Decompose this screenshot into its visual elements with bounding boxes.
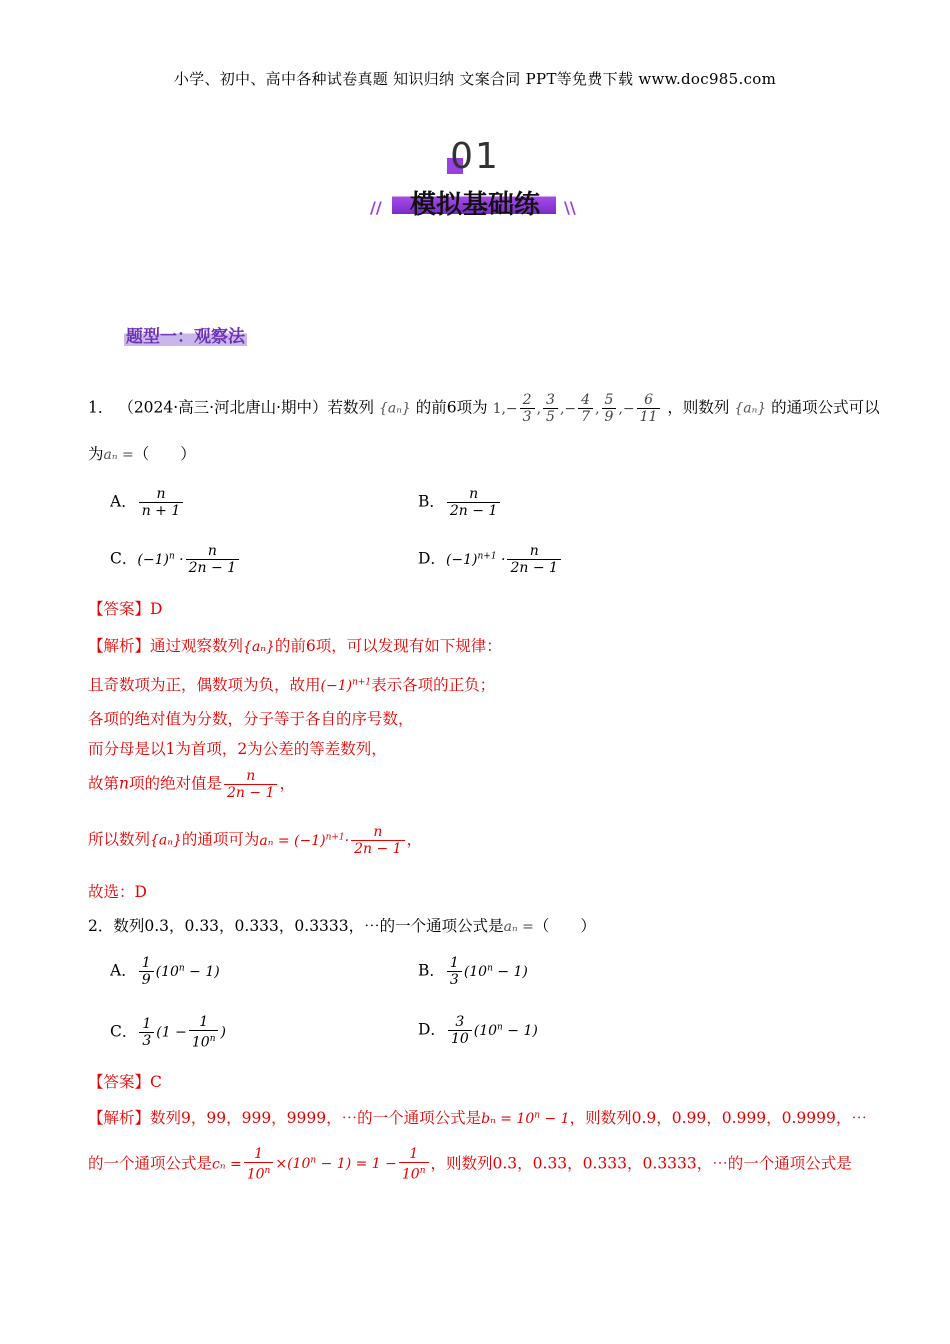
q1-seq-symbol-2: {aₙ}	[734, 400, 767, 417]
q1-end2: 的通项公式可以	[771, 398, 880, 417]
q2-option-d[interactable]: D． $\frac{3}{10}$ $(10^n - 1)$	[418, 1014, 538, 1047]
q2-stem: 2．数列0.3，0.33，0.333，0.3333，⋯的一个通项公式是aₙ =（ ）	[88, 917, 596, 935]
q1-number: 1．	[88, 398, 114, 417]
badge-left-mark: //	[370, 198, 382, 217]
q1-stem-line1	[88, 392, 880, 425]
q1-option-a[interactable]: A． $\frac{n}{n + 1}$	[110, 486, 185, 519]
q1-analysis-line6: 所以数列{aₙ}的通项可为$a_n = (-1)^{n+1}\cdot$ $\frac{n}{2n - 1}$ ，	[88, 824, 423, 857]
q1-analysis-line5: 故第n项的绝对值是 $\frac{n}{2n - 1}$ ，	[88, 768, 295, 801]
q1-answer: 【答案】D	[88, 600, 163, 618]
q1-analysis-line4: 而分母是以1为首项，2为公差的等差数列，	[88, 740, 387, 758]
q1-analysis-conclusion: 故选：D	[88, 883, 147, 901]
q1-analysis-line1: 【解析】通过观察数列{aₙ}的前6项，可以发现有如下规律：	[88, 637, 502, 655]
q2-option-a[interactable]: A． $\frac{1}{9}$ $(10^n - 1)$	[110, 955, 220, 988]
q1-stem-line2: 为aₙ =（ ）	[88, 445, 196, 463]
q1-source: （2024·高三·河北唐山·期中）若数列	[118, 398, 375, 417]
q1-option-b[interactable]: B． $\frac{n}{2n - 1}$	[418, 486, 502, 519]
q1-terms: 1,− $\frac{2}{3}$ , $\frac{3}{5}$ ,− $\frac{4}{7}$ , $\frac{5}{9}$ ,− $\frac{6}{11}$	[493, 401, 663, 417]
q1-end: ，则数列	[667, 398, 730, 417]
q1-option-d[interactable]: D．$(-1)^{n+1}$ · $\frac{n}{2n - 1}$	[418, 543, 563, 576]
badge-title: 模拟基础练	[409, 190, 540, 220]
q1-mid: 的前6项为	[415, 398, 488, 417]
q2-answer: 【答案】C	[88, 1073, 162, 1091]
q2-analysis-line2: 的一个通项公式是cₙ = $\frac{1}{10^n}$ $\times(10^n - 1) = 1$ − $\frac{1}{10^n}$ ，则数列0.3，0.33，0.333，0.3333，⋯的一个通项公式是	[88, 1146, 852, 1183]
q1-seq-symbol: {aₙ}	[378, 400, 411, 417]
badge-number: 01	[450, 136, 500, 177]
page-header: 小学、初中、高中各种试卷真题 知识归纳 文案合同 PPT等免费下载 www.doc985.com	[173, 70, 777, 88]
q1-analysis-line2: 且奇数项为正，偶数项为负，故用$(-1)^{n+1}$表示各项的正负；	[88, 676, 496, 694]
q2-option-c[interactable]: C． $\frac{1}{3}$ (1 − $\frac{1}{10^n}$ )	[110, 1014, 226, 1051]
q2-option-b[interactable]: B． $\frac{1}{3}$ $(10^n - 1)$	[418, 955, 528, 988]
q2-analysis-line1: 【解析】数列9，99，999，9999，⋯的一个通项公式是$b_n = 10^n - 1$，则数列0.9，0.99，0.999，0.9999，⋯	[88, 1109, 867, 1127]
q1-analysis-line3: 各项的绝对值为分数，分子等于各自的序号数，	[88, 710, 414, 728]
badge-right-mark: \\	[564, 198, 576, 217]
q1-option-c[interactable]: C．$(-1)^n$ · $\frac{n}{2n - 1}$	[110, 543, 241, 576]
section-title: 题型一：观察法	[124, 322, 247, 347]
